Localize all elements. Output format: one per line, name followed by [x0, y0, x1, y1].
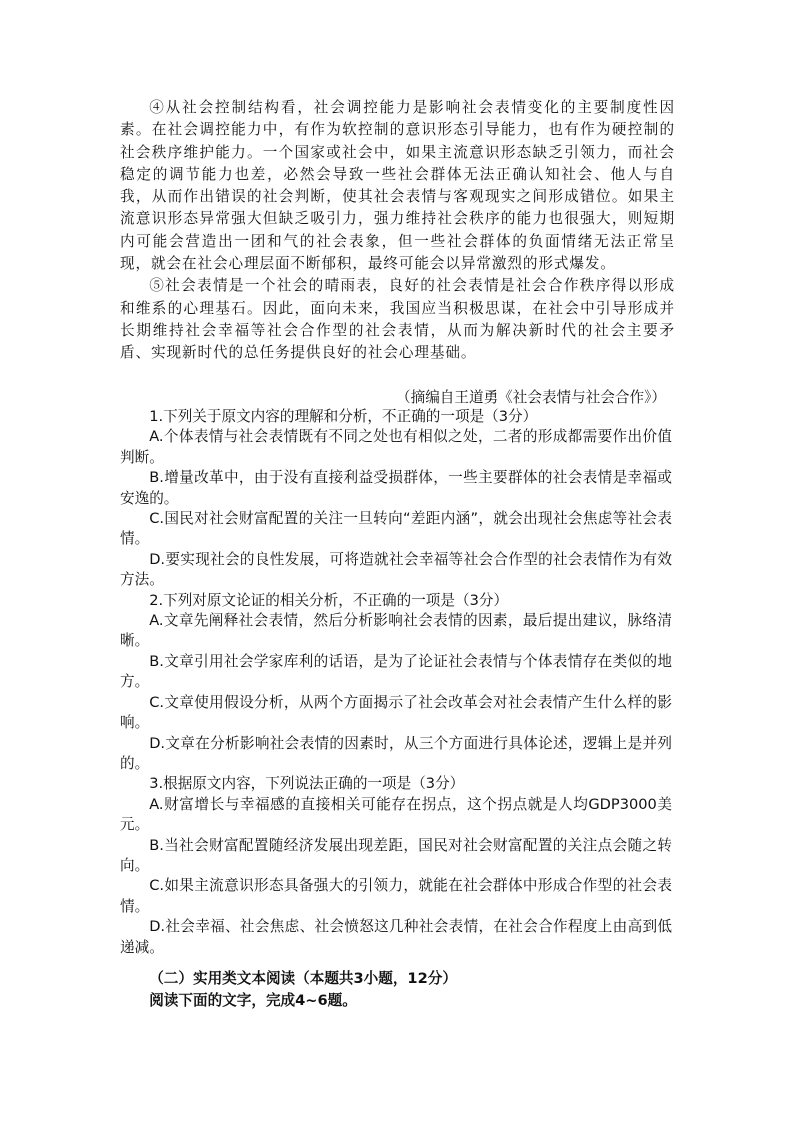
question-3-option-a: A.财富增长与幸福感的直接相关可能存在拐点，这个拐点就是人均GDP3000美元。: [120, 795, 672, 834]
question-3-option-d: D.社会幸福、社会焦虑、社会愤怒这几种社会表情，在社会合作程度上由高到低递减。: [120, 918, 672, 956]
question-1-option-b: B.增量改革中，由于没有直接利益受损群体，一些主要群体的社会表情是幸福或安逸的。: [120, 469, 672, 507]
question-2-option-d: D.文章在分析影响社会表情的因素时，从三个方面进行具体论述，逻辑上是并列的。: [120, 734, 672, 772]
section-instruction: 阅读下面的文字，完成4~6题。: [149, 992, 357, 1009]
question-1-option-d: D.要实现社会的良性发展，可将造就社会幸福等社会合作型的社会表情作为有效方法。: [120, 550, 672, 589]
question-3-stem: 3.根据原文内容，下列说法正确的一项是（3分）: [149, 775, 465, 793]
paragraph-5: ⑤社会表情是一个社会的晴雨表，良好的社会表情是社会合作秩序得以形成和维系的心理基石。因此，面向未来，我国应当积极思谋，在社会中引导形成并长期维持社会幸福等社会合作型的社会表情，从而为解决新时代的社会主要矛盾、实现新时代的总任务提供良好的社会心理基础。: [120, 277, 675, 362]
question-2-option-c: C.文章使用假设分析，从两个方面揭示了社会改革会对社会表情产生什么样的影响。: [120, 693, 672, 732]
question-3-option-c: C.如果主流意识形态具备强大的引领力，就能在社会群体中形成合作型的社会表情。: [120, 877, 672, 915]
question-2-option-b: B.文章引用社会学家库利的话语，是为了论证社会表情与个体表情存在类似的地方。: [120, 652, 672, 691]
section-heading-block: [120, 968, 675, 1012]
question-1-option-a: A.个体表情与社会表情既有不同之处也有相似之处，二者的形成都需要作出价值判断。: [120, 428, 672, 466]
question-1-option-c: C.国民对社会财富配置的关注一旦转向“差距内涵”，就会出现社会焦虑等社会表情。: [120, 510, 672, 548]
question-list: [120, 407, 672, 958]
reading-passage: [120, 97, 675, 365]
question-2-option-a: A.文章先阐释社会表情，然后分析影响社会表情的因素，最后提出建议，脉络清晰。: [120, 612, 672, 650]
paragraph-4: ④从社会控制结构看，社会调控能力是影响社会表情变化的主要制度性因素。在社会调控能力中，有作为软控制的意识形态引导能力，也有作为硬控制的社会秩序维护能力。一个国家或社会中，如果主流意识形态缺乏引领力，而社会稳定的调节能力也差，必然会导致一些社会群体无法正确认知社会、他人与自我，从而作出错误的社会判断，使其社会表情与客观现实之间形成错位。如果主流意识形态异常强大但缺乏吸引力，强力维持社会秩序的能力也很强大，则短期内可能会营造出一团和气的社会表象，但一些社会群体的负面情绪无法正常呈现，就会在社会心理层面不断郁积，最终可能会以异常激烈的形式爆发。: [120, 99, 675, 273]
question-1-stem: 1.下列关于原文内容的理解和分析，不正确的一项是（3分）: [149, 408, 538, 425]
question-2-stem: 2.下列对原文论证的相关分析，不正确的一项是（3分）: [149, 591, 509, 609]
source-citation: （摘编自王道勇《社会表情与社会合作》）: [396, 389, 666, 406]
section-title: （二）实用类文本阅读（本题共3小题，12分）: [149, 970, 457, 987]
question-3-option-b: B.当社会财富配置随经济发展出现差距，国民对社会财富配置的关注点会随之转向。: [120, 836, 672, 874]
